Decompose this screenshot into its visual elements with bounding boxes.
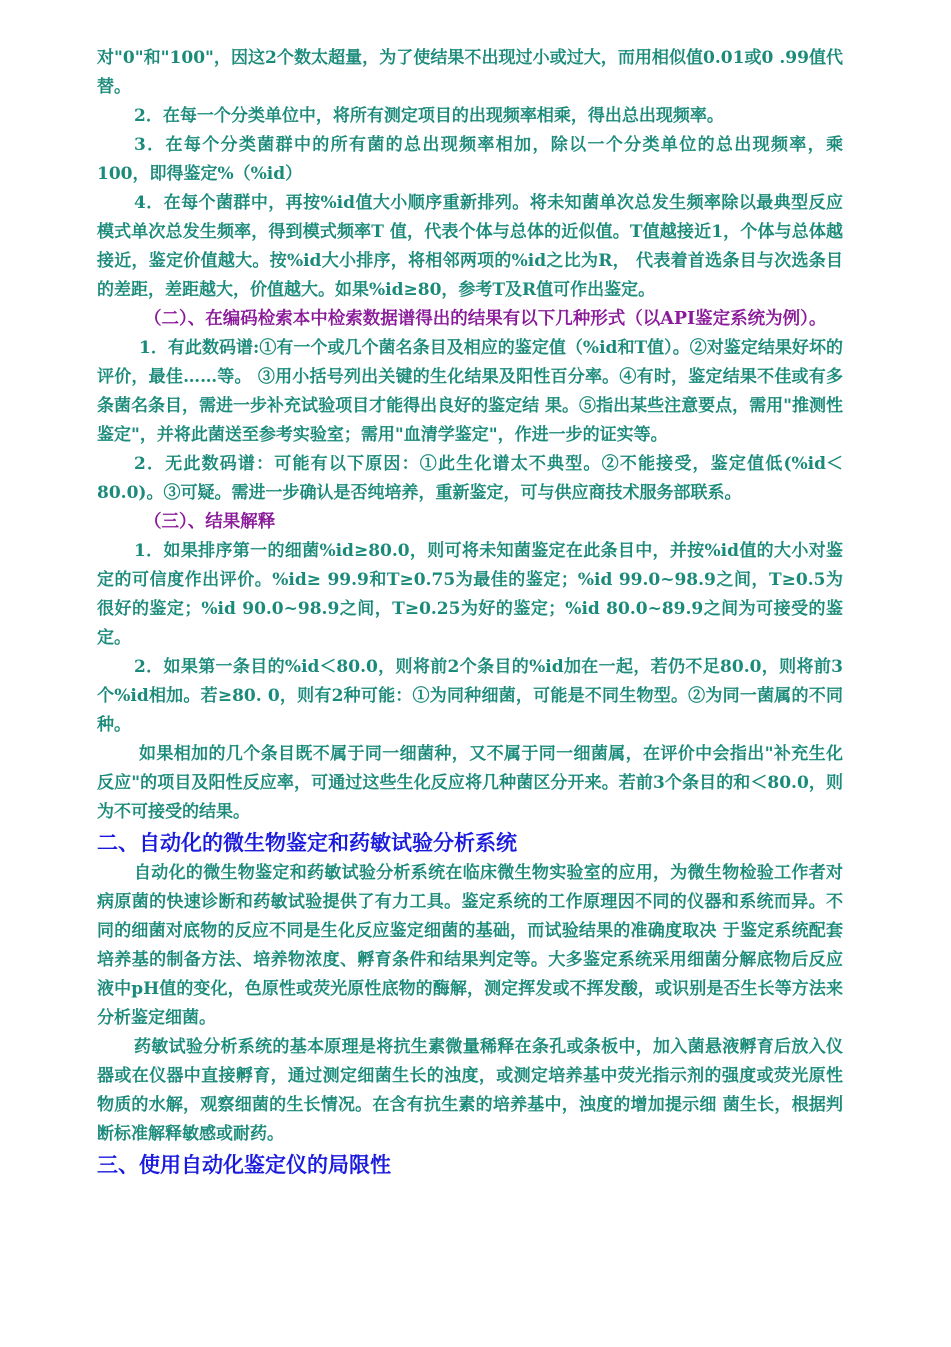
paragraph-has-code-profile: 1．有此数码谱:①有一个或几个菌名条目及相应的鉴定值（%id和T值）。②对鉴定结果好坏的评价，最佳……等。 ③用小括号列出关键的生化结果及阳性百分率。④有时，鉴定结果不佳或有多条菌名条目，需进一步补充试验项目才能得出良好的鉴定结 果。⑤指出某些注意要点，需用"推测性鉴定"，并将此菌送至参考实验室；需用"血清学鉴定"，作进一步的证实等。 <box>97 338 843 445</box>
paragraph-step-2: 2．在每一个分类单位中，将所有测定项目的出现频率相乘，得出总出现频率。 <box>134 106 724 126</box>
paragraph-interpretation-3: 如果相加的几个条目既不属于同一细菌种，又不属于同一细菌属，在评价中会指出"补充生化反应"的项目及阳性反应率，可通过这些生化反应将几种菌区分开来。若前3个条目的和＜80.0，则为不可接受的结果。 <box>97 744 843 822</box>
section-heading-automated-systems: 二、自动化的微生物鉴定和药敏试验分析系统 <box>97 831 517 855</box>
paragraph-susceptibility-testing: 药敏试验分析系统的基本原理是将抗生素微量稀释在条孔或条板中，加入菌悬液孵育后放入仪器或在仪器中直接孵育，通过测定细菌生长的浊度，或测定培养基中荧光指示剂的强度或荧光原性物质的水解，观察细菌的生长情况。在含有抗生素的培养基中，浊度的增加提示细 菌生长，根据判断标准解释敏感或耐药。 <box>97 1037 843 1144</box>
paragraph-step-4: 4．在每个菌群中，再按%id值大小顺序重新排列。将未知菌单次总发生频率除以最典型反应模式单次总发生频率，得到模式频率T 值，代表个体与总体的近似值。T值越接近1，个体与总体越接近，鉴定价值越大。按%id大小排序，将相邻两项的%id之比为R， 代表着首选条目与次选条目的差距，差距越大，价值越大。如果%id≥80，参考T及R值可作出鉴定。 <box>97 193 843 300</box>
paragraph-substitute-values: 对"0"和"100"，因这2个数太超量，为了使结果不出现过小或过大，而用相似值0.01或0 .99值代替。 <box>97 48 843 97</box>
subheading-result-interpretation: （三）、结果解释 <box>144 512 276 532</box>
paragraph-step-3: 3．在每个分类菌群中的所有菌的总出现频率相加，除以一个分类单位的总出现频率，乘100，即得鉴定%（%id） <box>97 135 843 184</box>
paragraph-interpretation-1: 1．如果排序第一的细菌%id≥80.0，则可将未知菌鉴定在此条目中，并按%id值的大小对鉴定的可信度作出评价。%id≥ 99.9和T≥0.75为最佳的鉴定；%id 99.0~98.9之间，T≥0.5为很好的鉴定；%id 90.0~98.9之间，T≥0.25为好的鉴定；%id 80.0~89.9之间为可接受的鉴定。 <box>97 541 843 648</box>
paragraph-automated-identification: 自动化的微生物鉴定和药敏试验分析系统在临床微生物实验室的应用，为微生物检验工作者对病原菌的快速诊断和药敏试验提供了有力工具。鉴定系统的工作原理因不同的仪器和系统而异。不同的细菌对底物的反应不同是生化反应鉴定细菌的基础，而试验结果的准确度取决 于鉴定系统配套培养基的制备方法、培养物浓度、孵育条件和结果判定等。大多鉴定系统采用细菌分解底物后反应液中pH值的变化，色原性或荧光原性底物的酶解，测定挥发或不挥发酸，或识别是否生长等方法来分析鉴定细菌。 <box>97 863 843 1028</box>
paragraph-no-code-profile: 2．无此数码谱：可能有以下原因：①此生化谱太不典型。②不能接受，鉴定值低(%id＜80.0)。③可疑。需进一步确认是否纯培养，重新鉴定，可与供应商技术服务部联系。 <box>97 454 843 503</box>
subheading-results-forms: （二）、在编码检索本中检索数据谱得出的结果有以下几种形式（以API鉴定系统为例）。 <box>144 309 827 329</box>
paragraph-interpretation-2: 2．如果第一条目的%id＜80.0，则将前2个条目的%id加在一起，若仍不足80.0，则将前3个%id相加。若≥80. 0，则有2种可能：①为同种细菌，可能是不同生物型。②为同一菌属的不同种。 <box>97 657 843 735</box>
section-heading-limitations: 三、使用自动化鉴定仪的局限性 <box>97 1153 391 1177</box>
